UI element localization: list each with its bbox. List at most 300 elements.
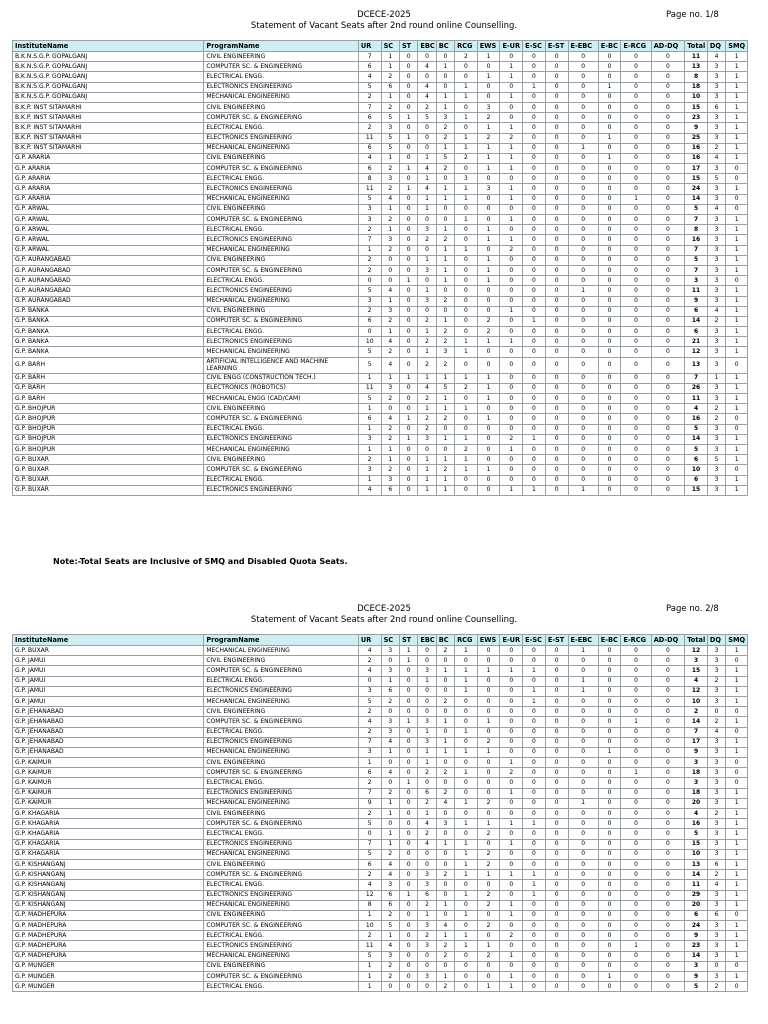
- seat-count-cell: 0: [598, 174, 621, 184]
- seat-count-cell: 0: [651, 102, 685, 112]
- seat-count-cell: 7: [358, 52, 381, 62]
- seat-count-cell: 2: [500, 245, 523, 255]
- seat-count-cell: 0: [455, 286, 478, 296]
- seat-count-cell: 0: [381, 819, 399, 829]
- seat-count-cell: 0: [500, 102, 523, 112]
- seat-count-cell: 0: [621, 961, 651, 971]
- seat-count-cell: 0: [621, 394, 651, 404]
- seat-count-cell: 0: [523, 778, 546, 788]
- seat-count-cell: 14: [685, 316, 708, 326]
- seat-count-cell: 0: [477, 215, 500, 225]
- seat-count-cell: 1: [418, 204, 436, 214]
- seat-count-cell: 1: [418, 910, 436, 920]
- seat-count-cell: 2: [477, 859, 500, 869]
- seat-count-cell: 1: [455, 676, 478, 686]
- seat-count-cell: 0: [598, 424, 621, 434]
- seat-count-cell: 0: [500, 255, 523, 265]
- seat-count-cell: 0: [523, 900, 546, 910]
- seat-count-cell: 4: [685, 809, 708, 819]
- seat-count-cell: 0: [523, 910, 546, 920]
- program-name-cell: MECHANICAL ENGINEERING: [204, 646, 359, 656]
- seat-count-cell: 0: [598, 900, 621, 910]
- seat-count-cell: 0: [523, 102, 546, 112]
- program-name-cell: MECHANICAL ENGINEERING: [204, 296, 359, 306]
- seat-count-cell: 0: [726, 727, 748, 737]
- seat-count-cell: 0: [500, 475, 523, 485]
- seat-count-cell: 2: [418, 768, 436, 778]
- seat-count-cell: 0: [477, 961, 500, 971]
- seat-count-cell: 0: [399, 245, 417, 255]
- seat-count-cell: 0: [568, 982, 598, 992]
- seat-count-cell: 4: [707, 306, 725, 316]
- seat-count-cell: 2: [381, 72, 399, 82]
- program-name-cell: COMPUTER SC. & ENGINEERING: [204, 819, 359, 829]
- table-row: [13, 910, 748, 920]
- seat-count-cell: 0: [568, 255, 598, 265]
- seat-count-cell: 0: [568, 225, 598, 235]
- seat-count-cell: 2: [477, 951, 500, 961]
- seat-count-cell: 0: [477, 475, 500, 485]
- seat-count-cell: 0: [455, 758, 478, 768]
- seat-count-cell: 0: [399, 941, 417, 951]
- seat-count-cell: 0: [568, 465, 598, 475]
- seat-count-cell: 1: [418, 758, 436, 768]
- program-name-cell: MECHANICAL ENGINEERING: [204, 747, 359, 757]
- seat-count-cell: 0: [500, 204, 523, 214]
- seat-count-cell: 2: [381, 788, 399, 798]
- seat-count-cell: 0: [455, 102, 478, 112]
- seat-count-cell: 0: [651, 123, 685, 133]
- table-row: [13, 444, 748, 454]
- table-row: [13, 72, 748, 82]
- seat-count-cell: 2: [707, 414, 725, 424]
- seat-count-cell: 1: [381, 373, 399, 383]
- seat-count-cell: 0: [545, 194, 568, 204]
- seat-count-cell: 0: [436, 82, 454, 92]
- seat-count-cell: 1: [436, 666, 454, 676]
- seat-count-cell: 0: [523, 951, 546, 961]
- seat-count-cell: 0: [568, 72, 598, 82]
- seat-count-cell: 0: [399, 404, 417, 414]
- seat-count-cell: 0: [651, 184, 685, 194]
- seat-count-cell: 3: [707, 465, 725, 475]
- seat-count-cell: 0: [399, 819, 417, 829]
- seat-count-cell: 1: [523, 686, 546, 696]
- seat-count-cell: 3: [707, 951, 725, 961]
- seat-count-cell: 0: [399, 859, 417, 869]
- seat-count-cell: 0: [436, 849, 454, 859]
- seat-count-cell: 1: [568, 686, 598, 696]
- seat-count-cell: 0: [568, 931, 598, 941]
- seat-count-cell: 1: [726, 798, 748, 808]
- seat-count-cell: 3: [707, 327, 725, 337]
- seat-count-cell: 0: [545, 143, 568, 153]
- seat-count-cell: 1: [523, 890, 546, 900]
- seat-count-cell: 1: [399, 434, 417, 444]
- seat-count-cell: 0: [455, 327, 478, 337]
- seat-count-cell: 2: [381, 961, 399, 971]
- program-name-cell: MECHANICAL ENGINEERING: [204, 696, 359, 706]
- vacant-seats-table: [12, 634, 748, 992]
- seat-count-cell: 0: [523, 153, 546, 163]
- seat-count-cell: 0: [418, 276, 436, 286]
- seat-count-cell: 2: [418, 931, 436, 941]
- seat-count-cell: 0: [598, 316, 621, 326]
- seat-count-cell: 0: [500, 82, 523, 92]
- seat-count-cell: 5: [358, 347, 381, 357]
- seat-count-cell: 0: [523, 123, 546, 133]
- seat-count-cell: 0: [523, 859, 546, 869]
- table-row: [13, 414, 748, 424]
- seat-count-cell: 0: [568, 819, 598, 829]
- table-row: [13, 475, 748, 485]
- seat-count-cell: 1: [500, 982, 523, 992]
- seat-count-cell: 15: [685, 485, 708, 495]
- seat-count-cell: 0: [568, 727, 598, 737]
- table-row: [13, 951, 748, 961]
- seat-count-cell: 0: [436, 424, 454, 434]
- seat-count-cell: 1: [598, 972, 621, 982]
- seat-count-cell: 0: [651, 133, 685, 143]
- seat-count-cell: 0: [651, 434, 685, 444]
- seat-count-cell: 1: [399, 184, 417, 194]
- seat-count-cell: 0: [568, 788, 598, 798]
- seat-count-cell: 2: [358, 931, 381, 941]
- seat-count-cell: 0: [545, 337, 568, 347]
- seat-count-cell: 5: [685, 255, 708, 265]
- seat-count-cell: 3: [707, 941, 725, 951]
- seat-count-cell: 2: [381, 424, 399, 434]
- seat-count-cell: 2: [418, 798, 436, 808]
- seat-count-cell: 0: [621, 347, 651, 357]
- seat-count-cell: 6: [358, 113, 381, 123]
- seat-count-cell: 1: [500, 184, 523, 194]
- seat-count-cell: 1: [726, 327, 748, 337]
- seat-count-cell: 3: [381, 646, 399, 656]
- seat-count-cell: 0: [455, 778, 478, 788]
- seat-count-cell: 0: [651, 276, 685, 286]
- seat-count-cell: 0: [598, 414, 621, 424]
- column-header: BC: [436, 41, 454, 52]
- seat-count-cell: 0: [545, 686, 568, 696]
- program-name-cell: ELECTRONICS ENGINEERING: [204, 485, 359, 495]
- table-row: [13, 696, 748, 706]
- seat-count-cell: 12: [685, 686, 708, 696]
- seat-count-cell: 1: [455, 686, 478, 696]
- seat-count-cell: 2: [358, 809, 381, 819]
- seat-count-cell: 0: [651, 900, 685, 910]
- seat-count-cell: 0: [598, 656, 621, 666]
- institute-name-cell: G.P. KHAGARIA: [13, 809, 204, 819]
- seat-count-cell: 0: [651, 931, 685, 941]
- seat-count-cell: 0: [651, 424, 685, 434]
- seat-count-cell: 0: [545, 347, 568, 357]
- seat-count-cell: 1: [381, 225, 399, 235]
- seat-count-cell: 2: [381, 972, 399, 982]
- seat-count-cell: 0: [545, 747, 568, 757]
- seat-count-cell: 1: [455, 819, 478, 829]
- table-row: [13, 306, 748, 316]
- program-name-cell: COMPUTER SC. & ENGINEERING: [204, 870, 359, 880]
- program-name-cell: CIVIL ENGINEERING: [204, 961, 359, 971]
- seat-count-cell: 1: [436, 265, 454, 275]
- seat-count-cell: 0: [621, 455, 651, 465]
- seat-count-cell: 0: [477, 347, 500, 357]
- seat-count-cell: 3: [707, 276, 725, 286]
- seat-count-cell: 0: [500, 961, 523, 971]
- seat-count-cell: 2: [477, 900, 500, 910]
- seat-count-cell: 1: [500, 337, 523, 347]
- seat-count-cell: 0: [621, 747, 651, 757]
- seat-count-cell: 0: [651, 951, 685, 961]
- seat-count-cell: 0: [523, 296, 546, 306]
- seat-count-cell: 0: [523, 465, 546, 475]
- seat-count-cell: 2: [500, 434, 523, 444]
- seat-count-cell: 0: [523, 404, 546, 414]
- seat-count-cell: 1: [436, 316, 454, 326]
- seat-count-cell: 1: [436, 434, 454, 444]
- seat-count-cell: 0: [651, 972, 685, 982]
- seat-count-cell: 1: [418, 809, 436, 819]
- seat-count-cell: 1: [436, 972, 454, 982]
- seat-count-cell: 0: [545, 164, 568, 174]
- seat-count-cell: 0: [726, 982, 748, 992]
- seat-count-cell: 1: [500, 143, 523, 153]
- seat-count-cell: 0: [568, 62, 598, 72]
- seat-count-cell: 0: [500, 829, 523, 839]
- seat-count-cell: 0: [418, 707, 436, 717]
- seat-count-cell: 3: [358, 465, 381, 475]
- seat-count-cell: 0: [598, 434, 621, 444]
- seat-count-cell: 1: [381, 809, 399, 819]
- program-name-cell: COMPUTER SC. & ENGINEERING: [204, 215, 359, 225]
- institute-name-cell: B.K.N.S.G.P. GOPALGANJ: [13, 52, 204, 62]
- seat-count-cell: 1: [358, 444, 381, 454]
- seat-count-cell: 20: [685, 900, 708, 910]
- seat-count-cell: 0: [523, 758, 546, 768]
- seat-count-cell: 1: [477, 870, 500, 880]
- seat-count-cell: 3: [436, 113, 454, 123]
- seat-count-cell: 4: [707, 204, 725, 214]
- seat-count-cell: 0: [436, 859, 454, 869]
- table-row: [13, 357, 748, 373]
- seat-count-cell: 0: [598, 961, 621, 971]
- seat-count-cell: 10: [685, 696, 708, 706]
- seat-count-cell: 3: [707, 444, 725, 454]
- seat-count-cell: 0: [568, 829, 598, 839]
- seat-count-cell: 0: [726, 164, 748, 174]
- seat-count-cell: 3: [418, 941, 436, 951]
- seat-count-cell: 0: [523, 747, 546, 757]
- seat-count-cell: 3: [381, 306, 399, 316]
- institute-name-cell: G.P. ARARIA: [13, 184, 204, 194]
- seat-count-cell: 0: [418, 245, 436, 255]
- seat-count-cell: 1: [500, 123, 523, 133]
- seat-count-cell: 0: [545, 383, 568, 393]
- seat-count-cell: 0: [523, 265, 546, 275]
- seat-count-cell: 2: [418, 357, 436, 373]
- seat-count-cell: 2: [381, 465, 399, 475]
- institute-name-cell: G.P. BUXAR: [13, 646, 204, 656]
- seat-count-cell: 17: [685, 164, 708, 174]
- seat-count-cell: 2: [358, 225, 381, 235]
- seat-count-cell: 0: [621, 485, 651, 495]
- seat-count-cell: 4: [358, 72, 381, 82]
- seat-count-cell: 0: [621, 245, 651, 255]
- seat-count-cell: 1: [726, 123, 748, 133]
- seat-count-cell: 0: [455, 265, 478, 275]
- seat-count-cell: 2: [381, 316, 399, 326]
- seat-count-cell: 0: [523, 849, 546, 859]
- seat-count-cell: 0: [621, 373, 651, 383]
- seat-count-cell: 0: [455, 276, 478, 286]
- seat-count-cell: 2: [358, 727, 381, 737]
- program-name-cell: ELECTRICAL ENGG.: [204, 327, 359, 337]
- seat-count-cell: 1: [726, 880, 748, 890]
- seat-count-cell: 1: [500, 72, 523, 82]
- seat-count-cell: 5: [707, 174, 725, 184]
- seat-count-cell: 2: [358, 92, 381, 102]
- seat-count-cell: 10: [685, 465, 708, 475]
- institute-name-cell: G.P. ARWAL: [13, 225, 204, 235]
- seat-count-cell: 2: [436, 941, 454, 951]
- seat-count-cell: 4: [418, 62, 436, 72]
- seat-count-cell: 2: [358, 870, 381, 880]
- seat-count-cell: 0: [651, 204, 685, 214]
- seat-count-cell: 1: [500, 92, 523, 102]
- seat-count-cell: 1: [726, 92, 748, 102]
- seat-count-cell: 16: [685, 153, 708, 163]
- seat-count-cell: 0: [399, 92, 417, 102]
- seat-count-cell: 0: [455, 696, 478, 706]
- seat-count-cell: 0: [621, 306, 651, 316]
- seat-count-cell: 1: [477, 383, 500, 393]
- seat-count-cell: 0: [545, 394, 568, 404]
- seat-count-cell: 1: [455, 465, 478, 475]
- seat-count-cell: 0: [598, 143, 621, 153]
- seat-count-cell: 0: [568, 809, 598, 819]
- seat-count-cell: 9: [685, 747, 708, 757]
- seat-count-cell: 0: [399, 982, 417, 992]
- seat-count-cell: 9: [358, 798, 381, 808]
- seat-count-cell: 1: [726, 666, 748, 676]
- seat-count-cell: 3: [707, 225, 725, 235]
- seat-count-cell: 2: [707, 717, 725, 727]
- seat-count-cell: 0: [523, 931, 546, 941]
- page-header: [0, 604, 768, 630]
- seat-count-cell: 7: [685, 215, 708, 225]
- seat-count-cell: 0: [651, 465, 685, 475]
- seat-count-cell: 0: [651, 113, 685, 123]
- seat-count-cell: 3: [707, 255, 725, 265]
- seat-count-cell: 0: [500, 849, 523, 859]
- seat-count-cell: 0: [568, 235, 598, 245]
- institute-name-cell: G.P. BHOJPUR: [13, 414, 204, 424]
- seat-count-cell: 1: [358, 758, 381, 768]
- seat-count-cell: 0: [651, 788, 685, 798]
- seat-count-cell: 3: [381, 123, 399, 133]
- seat-count-cell: 0: [598, 444, 621, 454]
- institute-name-cell: G.P. BANKA: [13, 347, 204, 357]
- seat-count-cell: 0: [621, 133, 651, 143]
- seat-count-cell: 0: [621, 829, 651, 839]
- institute-name-cell: G.P. MADHEPURA: [13, 931, 204, 941]
- institute-name-cell: G.P. KISHANGANJ: [13, 859, 204, 869]
- table-row: [13, 778, 748, 788]
- seat-count-cell: 3: [418, 666, 436, 676]
- seat-count-cell: 2: [381, 434, 399, 444]
- seat-count-cell: 3: [707, 788, 725, 798]
- seat-count-cell: 18: [685, 82, 708, 92]
- seat-count-cell: 1: [436, 455, 454, 465]
- seat-count-cell: 0: [598, 646, 621, 656]
- seat-count-cell: 0: [621, 910, 651, 920]
- seat-count-cell: 1: [455, 839, 478, 849]
- seat-count-cell: 0: [598, 707, 621, 717]
- seat-count-cell: 0: [598, 910, 621, 920]
- seat-count-cell: 0: [418, 123, 436, 133]
- seat-count-cell: 1: [418, 747, 436, 757]
- seat-count-cell: 0: [477, 707, 500, 717]
- seat-count-cell: 0: [399, 951, 417, 961]
- table-row: [13, 255, 748, 265]
- seat-count-cell: 0: [523, 768, 546, 778]
- seat-count-cell: 0: [545, 215, 568, 225]
- seat-count-cell: 0: [621, 414, 651, 424]
- seat-count-cell: 2: [477, 737, 500, 747]
- seat-count-cell: 0: [621, 737, 651, 747]
- seat-count-cell: 0: [436, 686, 454, 696]
- seat-count-cell: 0: [598, 485, 621, 495]
- seat-count-cell: 2: [436, 133, 454, 143]
- header-row: [13, 635, 748, 646]
- seat-count-cell: 0: [545, 357, 568, 373]
- seat-count-cell: 0: [568, 859, 598, 869]
- seat-count-cell: 0: [726, 707, 748, 717]
- seat-count-cell: 0: [651, 961, 685, 971]
- table-row: [13, 123, 748, 133]
- seat-count-cell: 2: [418, 102, 436, 112]
- seat-count-cell: 0: [418, 859, 436, 869]
- seat-count-cell: 3: [707, 245, 725, 255]
- seat-count-cell: 0: [598, 809, 621, 819]
- seat-count-cell: 1: [500, 153, 523, 163]
- seat-count-cell: 0: [477, 758, 500, 768]
- seat-count-cell: 2: [707, 143, 725, 153]
- institute-name-cell: G.P. BARH: [13, 373, 204, 383]
- seat-count-cell: 1: [726, 646, 748, 656]
- seat-count-cell: 0: [568, 215, 598, 225]
- seat-count-cell: 1: [726, 686, 748, 696]
- seat-count-cell: 0: [598, 276, 621, 286]
- seat-count-cell: 5: [358, 194, 381, 204]
- program-name-cell: MECHANICAL ENGINEERING: [204, 245, 359, 255]
- seat-count-cell: 0: [726, 465, 748, 475]
- seat-count-cell: 0: [568, 265, 598, 275]
- table-row: [13, 819, 748, 829]
- seat-count-cell: 0: [568, 921, 598, 931]
- seat-count-cell: 0: [523, 204, 546, 214]
- program-name-cell: ELECTRICAL ENGG.: [204, 982, 359, 992]
- seat-count-cell: 0: [651, 143, 685, 153]
- seat-count-cell: 0: [381, 707, 399, 717]
- table-row: [13, 839, 748, 849]
- seat-count-cell: 3: [685, 656, 708, 666]
- seat-count-cell: 20: [685, 798, 708, 808]
- seat-count-cell: 1: [358, 961, 381, 971]
- column-header: SC: [381, 41, 399, 52]
- seat-count-cell: 2: [358, 255, 381, 265]
